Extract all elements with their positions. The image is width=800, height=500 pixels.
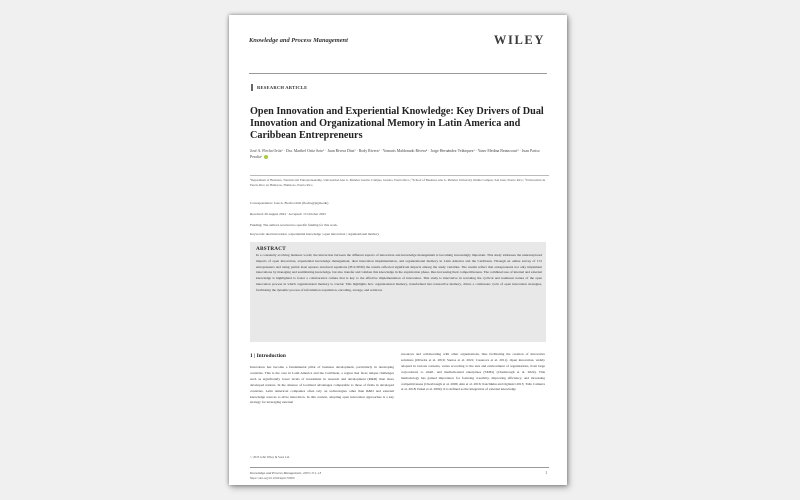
footer-doi-link[interactable]: https://doi.org/10.1002/kpm.70000 <box>250 476 295 480</box>
affiliations: ¹Department of Business, Tourism and Entrepreneurship, Universidad Ana G. Méndez Gurabo Campus, Gurabo, Puerto Rico | ²School of Business Ana G. Méndez University Online Campus, San Juan, Puerto Rico | ³Universidad de Puerto Rico en Humacao, Humacao, Puerto Rico <box>250 178 546 187</box>
keywords: Keywords: dual innovation | experiential knowledge | open innovation | organizational memory <box>250 232 380 236</box>
affiliations-divider <box>250 175 549 176</box>
publisher-logo: WILEY <box>493 33 545 47</box>
received-accepted-dates: Received: 26 August 2024 · Accepted: 13 October 2025 <box>250 212 326 216</box>
article-title: Open Innovation and Experiential Knowledge: Key Drivers of Dual Innovation and Organizational Memory in Latin America and Caribbean Entrepreneurs <box>250 106 544 142</box>
viewer-background-right <box>637 0 800 500</box>
abstract-text: In a constantly evolving business world, the interaction between the different aspects of innovation and knowledge management is becoming increasingly important. This study addresses the underexplored impacts of open innovation, experiential knowledge management, dual innovation implementation, and organizational memory in Latin America and the Caribbean. Through an online survey of 172 entrepreneurs and using partial least squares structural equations (PLS-SEM) the results reflected significant impacts among the study variables. The results reflect that entrepreneurs not only implement innovations by managing and assimilating knowledge, but also transfer and validate this knowledge in the exploitation phase, thus increasing their competitiveness. The combined use of internal and external knowledge is highlighted to foster a collaborative culture that is key to the effective implementation of innovation. This study is innovative in revealing the cyclical and nonlinear nature of the open innovation process in which organizational memory is crucial. This highlights how organizational memory, transformed into transactive memory, drives a continuous cycle of open innovation strategies, facilitating the dynamic process of information acquisition, encoding, storage, and retrieval. <box>256 253 542 292</box>
header-divider <box>249 73 547 74</box>
viewer-background-left <box>0 0 163 500</box>
footer-journal-citation: Knowledge and Process Management, 2025; 0:1–13 <box>250 471 322 475</box>
page-number: 1 <box>545 471 547 475</box>
orcid-icon[interactable] <box>264 155 268 159</box>
footer-divider <box>250 467 549 468</box>
abstract-heading: ABSTRACT <box>256 246 286 252</box>
abstract-box <box>250 242 546 342</box>
copyright-notice: © 2025 John Wiley & Sons Ltd. <box>250 455 290 459</box>
document-page <box>229 15 567 485</box>
funding-statement: Funding: The authors received no specific funding for this work. <box>250 223 338 227</box>
author-list <box>250 148 550 160</box>
correspondence: Correspondence: José A. Flecha Ortiz (flecha@jagm.edu) <box>250 201 329 205</box>
journal-name: Knowledge and Process Management <box>249 37 348 44</box>
author-names: José A. Flecha Ortiz¹ · Dra. Maribel Ortiz Soto¹ · Juan Rivera Díaz² · Rody Rivera³ · Yomaris Maldonado Rivera⁴ · Jorge Hernández Velázquez³ · Yaser Medina Betancourt⁵ · Juan Pariso Peralta¹ <box>250 149 540 159</box>
introduction-right-column: resources and collaborating with other organizations, thus facilitating the creation of innovative solutions (Oliveira et al. 2019; Santos et al. 2021; Casanova et al. 2011). Open innovation, widely adopted in various contexts, varies according to the size and environment of organizations, from large corporations to small- and medium-sized enterprises (SMEs) (Chesbrough et al. 2024). This methodology has gained importance for fostering creativity, improving efficiency, and increasing competitiveness (Chesbrough et al. 2006; Ahn et al. 2016; Katchikhu and Ogliastri 2013; Tallo Camarra et al. 2018; Enkel et al. 2009). It is defined as the integration of external knowledge <box>401 352 545 392</box>
section-heading-introduction: 1 | Introduction <box>250 353 286 359</box>
article-type-label: RESEARCH ARTICLE <box>251 84 307 91</box>
introduction-left-column: Innovation has become a fundamental pillar of business development, particularly in developing countries. This is the case in Latin America and the Caribbean, a region that faces unique challenges such as significantly lower levels of investment in research and development (R&D) than more developed nations. In the absence of localized advantages comparable to those of firms in developed countries, Latin American companies often rely on technologies other than R&D and external knowledge sources to drive innovation. In this context, adopting open innovation approaches is a key strategy for leveraging external <box>250 365 394 405</box>
